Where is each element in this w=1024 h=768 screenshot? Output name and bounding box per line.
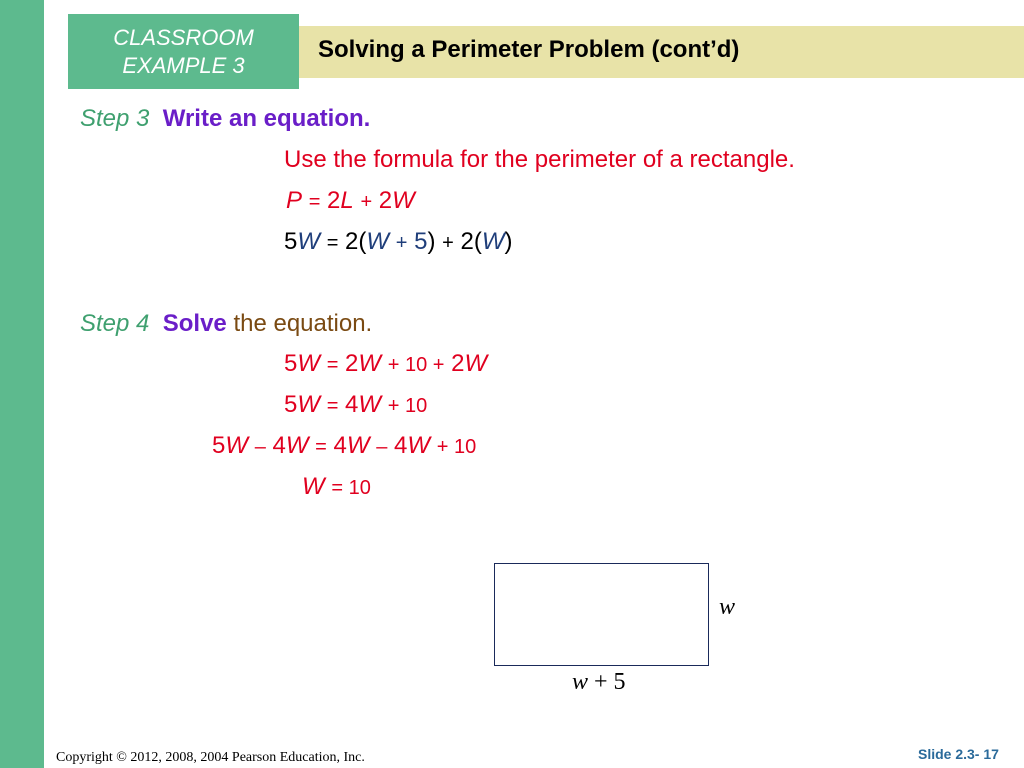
step3-heading: Write an equation. [162,105,371,132]
step4-heading-bold: Solve [162,310,227,337]
step4-row [80,309,372,339]
step4-label: Step 4 [80,310,150,337]
step3-label: Step 3 [80,105,150,132]
perimeter-formula: P = 2L + 2W [286,187,415,214]
left-accent-bar [0,0,44,768]
width-label: w [719,594,736,620]
step3-note: Use the formula for the perimeter of a rectangle. [284,146,795,173]
solve-line-2: 5W = 4W + 10 [284,391,428,418]
solution-line: W = 10 [302,473,371,500]
rectangle-figure [494,563,709,666]
badge-line-1: CLASSROOM [113,24,254,50]
substituted-equation: 5W = 2(W + 5) + 2(W) [284,228,513,255]
step4-heading-rest: the equation. [233,310,373,337]
step3-row [80,104,370,134]
copyright-footer: Copyright © 2012, 2008, 2004 Pearson Education, Inc. [56,750,365,765]
badge-line-2: EXAMPLE 3 [122,52,245,78]
length-label: w + 5 [572,669,626,695]
slide-number: Slide 2.3- 17 [918,746,999,762]
classroom-example-badge [68,14,299,89]
solve-line-3: 5W – 4W = 4W – 4W + 10 [212,432,477,459]
slide-title: Solving a Perimeter Problem (cont’d) [318,36,740,63]
solve-line-1: 5W = 2W + 10 + 2W [284,350,488,377]
